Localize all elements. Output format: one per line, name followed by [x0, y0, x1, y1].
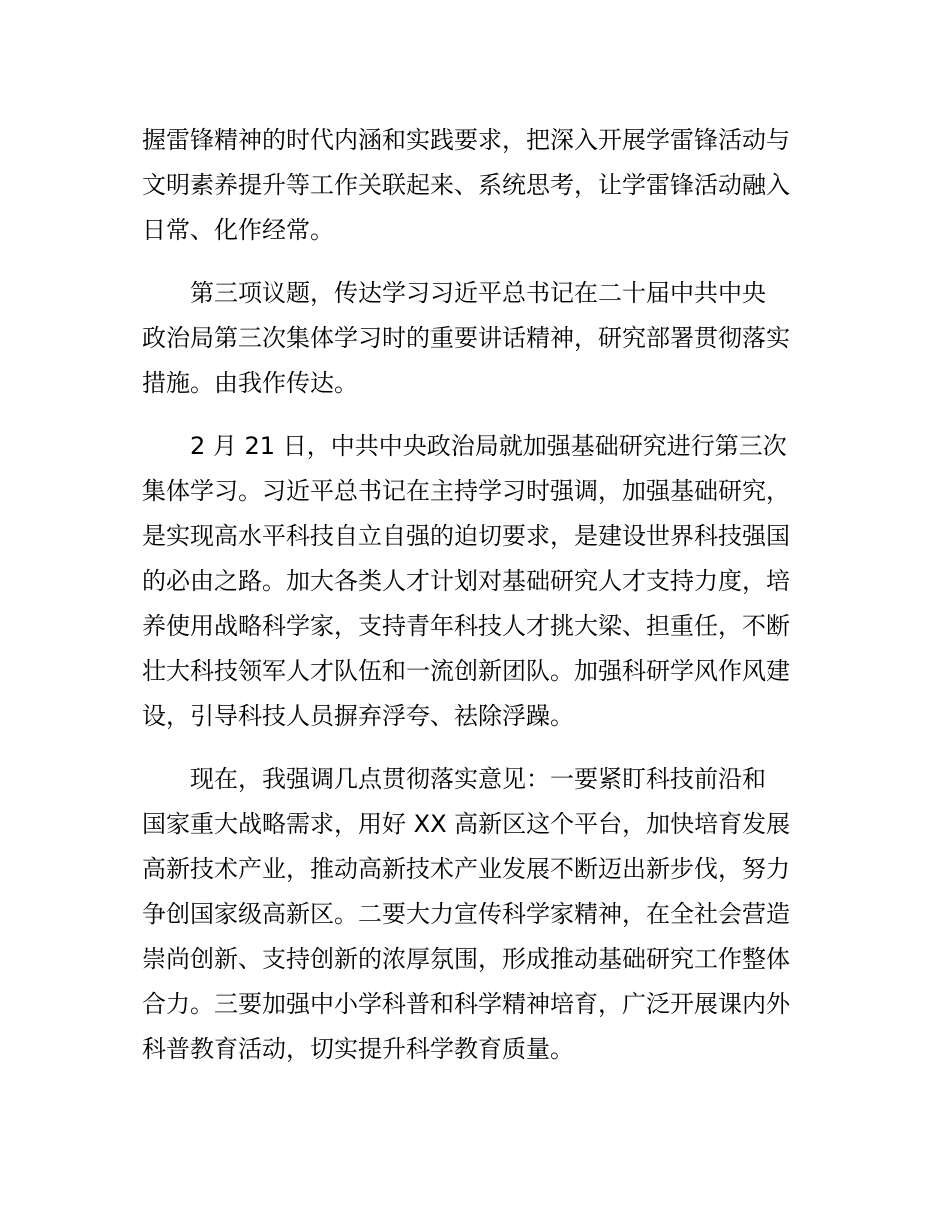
paragraph-line: 是实现高水平科技自立自强的迫切要求，是建设世界科技强国: [142, 522, 790, 550]
paragraph-1: [142, 118, 822, 253]
paragraph-line: 壮大科技领军人才队伍和一流创新团队。加强科研学风作风建: [142, 657, 790, 685]
paragraph-line: 合力。三要加强中小学科普和科学精神培育，广泛开展课内外: [142, 990, 790, 1018]
paragraph-line: 科普教育活动，切实提升科学教育质量。: [142, 1035, 574, 1063]
paragraph-line: 政治局第三次集体学习时的重要讲话精神，研究部署贯彻落实: [142, 324, 790, 352]
paragraph-line: 设，引导科技人员摒弃浮夸、祛除浮躁。: [142, 702, 574, 730]
paragraph-line: 养使用战略科学家，支持青年科技人才挑大梁、担重任，不断: [142, 612, 790, 640]
paragraph-line: 国家重大战略需求，用好 XX 高新区这个平台，加快培育发展: [142, 810, 791, 838]
paragraph-line: 第三项议题，传达学习习近平总书记在二十届中共中央: [190, 279, 766, 307]
document-body: [142, 118, 822, 1090]
paragraph-line: 措施。由我作传达。: [142, 369, 358, 397]
paragraph-line: 的必由之路。加大各类人才计划对基础研究人才支持力度，培: [142, 567, 790, 595]
paragraph-line: 现在，我强调几点贯彻落实意见：一要紧盯科技前沿和: [190, 765, 766, 793]
paragraph-line: 日常、化作经常。: [142, 216, 334, 244]
paragraph-line: 争创国家级高新区。二要大力宣传科学家精神，在全社会营造: [142, 900, 790, 928]
paragraph-line: 握雷锋精神的时代内涵和实践要求，把深入开展学雷锋活动与: [142, 126, 790, 154]
paragraph-line: 高新技术产业，推动高新技术产业发展不断迈出新步伐，努力: [142, 855, 790, 883]
paragraph-3: [142, 424, 822, 739]
paragraph-line: 崇尚创新、支持创新的浓厚氛围，形成推动基础研究工作整体: [142, 945, 790, 973]
paragraph-4: [142, 757, 822, 1072]
paragraph-2: [142, 271, 822, 406]
paragraph-line: 2 月 21 日，中共中央政治局就加强基础研究进行第三次: [190, 432, 787, 460]
paragraph-line: 文明素养提升等工作关联起来、系统思考，让学雷锋活动融入: [142, 171, 790, 199]
paragraph-line: 集体学习。习近平总书记在主持学习时强调，加强基础研究，: [142, 477, 790, 505]
